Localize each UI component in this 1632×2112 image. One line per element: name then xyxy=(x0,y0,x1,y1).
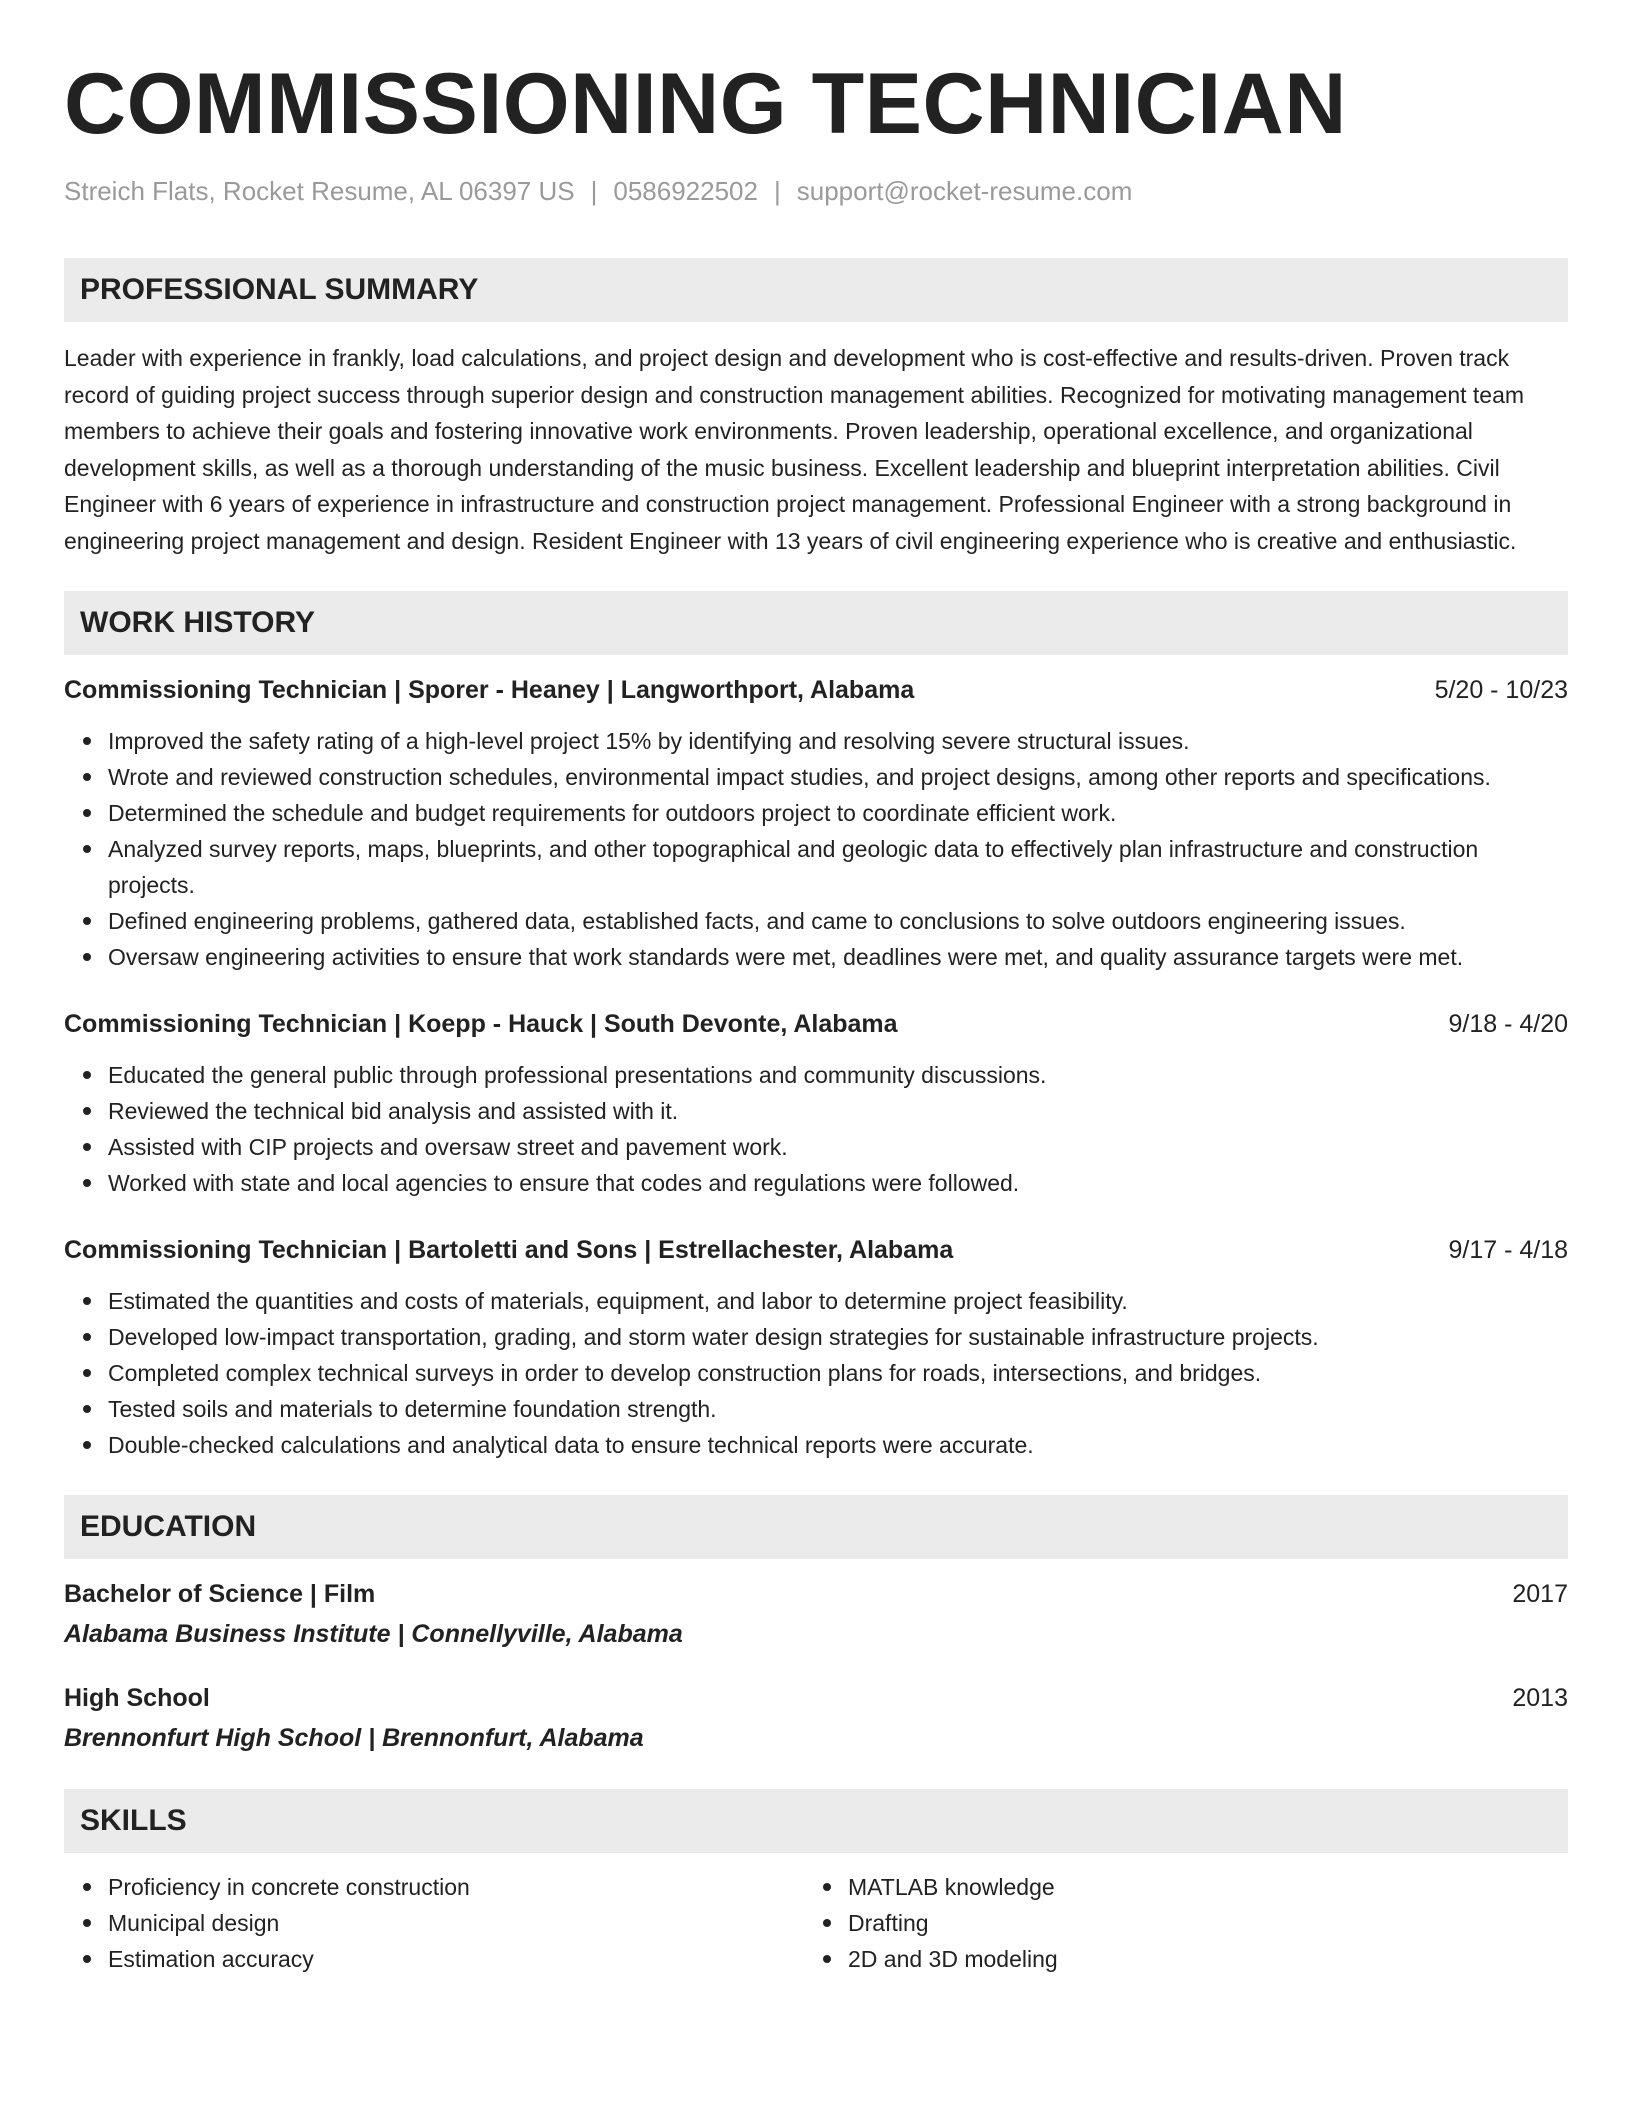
contact-address: Streich Flats, Rocket Resume, AL 06397 US xyxy=(64,176,575,206)
education-year: 2013 xyxy=(1512,1684,1568,1712)
job-header xyxy=(64,673,1568,707)
contact-phone: 0586922502 xyxy=(613,176,758,206)
contact-separator: | xyxy=(590,176,598,206)
job-header xyxy=(64,1007,1568,1041)
skills-bullets xyxy=(64,1869,804,1977)
skill-item: MATLAB knowledge xyxy=(848,1869,1544,1905)
candidate-name: COMMISSIONING TECHNICIAN xyxy=(64,56,1347,152)
contact-line xyxy=(64,174,1568,208)
job-bullet: Improved the safety rating of a high-level project 15% by identifying and resolving severe structural issues. xyxy=(108,723,1568,759)
job-bullets xyxy=(64,1057,1568,1201)
contact-email: support@rocket-resume.com xyxy=(796,176,1133,206)
contact-separator: | xyxy=(773,176,781,206)
skills-column-left xyxy=(64,1869,804,1977)
skill-item: Estimation accuracy xyxy=(108,1941,804,1977)
section-header-work-history: WORK HISTORY xyxy=(64,591,1568,655)
education-school: Brennonfurt High School | Brennonfurt, Alabama xyxy=(64,1724,644,1752)
skills-list xyxy=(64,1869,1568,1977)
job-dates: 5/20 - 10/23 xyxy=(1434,676,1568,704)
job-bullet: Tested soils and materials to determine foundation strength. xyxy=(108,1391,1568,1427)
education-entry xyxy=(64,1577,1568,1611)
job-title: Commissioning Technician | Bartoletti and Sons | Estrellachester, Alabama xyxy=(64,1236,954,1264)
education-degree: Bachelor of Science | Film xyxy=(64,1580,376,1608)
skill-item: 2D and 3D modeling xyxy=(848,1941,1544,1977)
job-bullet: Educated the general public through professional presentations and community discussions. xyxy=(108,1057,1568,1093)
resume-page xyxy=(64,0,1568,1977)
job-bullet: Reviewed the technical bid analysis and assisted with it. xyxy=(108,1093,1568,1129)
education-school: Alabama Business Institute | Connellyville, Alabama xyxy=(64,1620,683,1648)
skill-item: Proficiency in concrete construction xyxy=(108,1869,804,1905)
section-header-summary: PROFESSIONAL SUMMARY xyxy=(64,258,1568,322)
skills-column-right xyxy=(804,1869,1544,1977)
job-bullet: Worked with state and local agencies to ensure that codes and regulations were followed. xyxy=(108,1165,1568,1201)
education-year: 2017 xyxy=(1512,1580,1568,1608)
skills-bullets xyxy=(804,1869,1544,1977)
job-title: Commissioning Technician | Koepp - Hauck | South Devonte, Alabama xyxy=(64,1010,898,1038)
section-header-education: EDUCATION xyxy=(64,1495,1568,1559)
job-bullet: Analyzed survey reports, maps, blueprints, and other topographical and geologic data to effectively plan infrastructure and construction projects. xyxy=(108,831,1568,903)
education-degree: High School xyxy=(64,1684,210,1712)
section-header-skills: SKILLS xyxy=(64,1789,1568,1853)
job-bullets xyxy=(64,1283,1568,1463)
skill-item: Municipal design xyxy=(108,1905,804,1941)
job-bullet: Double-checked calculations and analytical data to ensure technical reports were accurate. xyxy=(108,1427,1568,1463)
job-bullet: Wrote and reviewed construction schedules, environmental impact studies, and project designs, among other reports and specifications. xyxy=(108,759,1568,795)
job-bullet: Defined engineering problems, gathered data, established facts, and came to conclusions to solve outdoors engineering issues. xyxy=(108,903,1568,939)
job-bullet: Oversaw engineering activities to ensure that work standards were met, deadlines were met, and quality assurance targets were met. xyxy=(108,939,1568,975)
summary-text: Leader with experience in frankly, load calculations, and project design and development who is cost-effective and results-driven. Proven track record of guiding project success through superior design and construction management abilities. Recognized for motivating management team members to achieve their goals and fostering innovative work environments. Proven leadership, operational excellence, and organizational development skills, as well as a thorough understanding of the music business. Excellent leadership and blueprint interpretation abilities. Civil Engineer with 6 years of experience in infrastructure and construction project management. Professional Engineer with a strong background in engineering project management and design. Resident Engineer with 13 years of civil engineering experience who is creative and enthusiastic. xyxy=(64,345,1525,554)
education-entry xyxy=(64,1681,1568,1715)
job-bullet: Developed low-impact transportation, grading, and storm water design strategies for sustainable infrastructure projects. xyxy=(108,1319,1568,1355)
skill-item: Drafting xyxy=(848,1905,1544,1941)
job-bullet: Completed complex technical surveys in order to develop construction plans for roads, intersections, and bridges. xyxy=(108,1355,1568,1391)
job-dates: 9/17 - 4/18 xyxy=(1448,1236,1568,1264)
job-dates: 9/18 - 4/20 xyxy=(1448,1010,1568,1038)
job-header xyxy=(64,1233,1568,1267)
job-bullet: Determined the schedule and budget requirements for outdoors project to coordinate efficient work. xyxy=(108,795,1568,831)
job-bullet: Assisted with CIP projects and oversaw street and pavement work. xyxy=(108,1129,1568,1165)
job-bullet: Estimated the quantities and costs of materials, equipment, and labor to determine project feasibility. xyxy=(108,1283,1568,1319)
job-title: Commissioning Technician | Sporer - Heaney | Langworthport, Alabama xyxy=(64,676,915,704)
job-bullets xyxy=(64,723,1568,975)
